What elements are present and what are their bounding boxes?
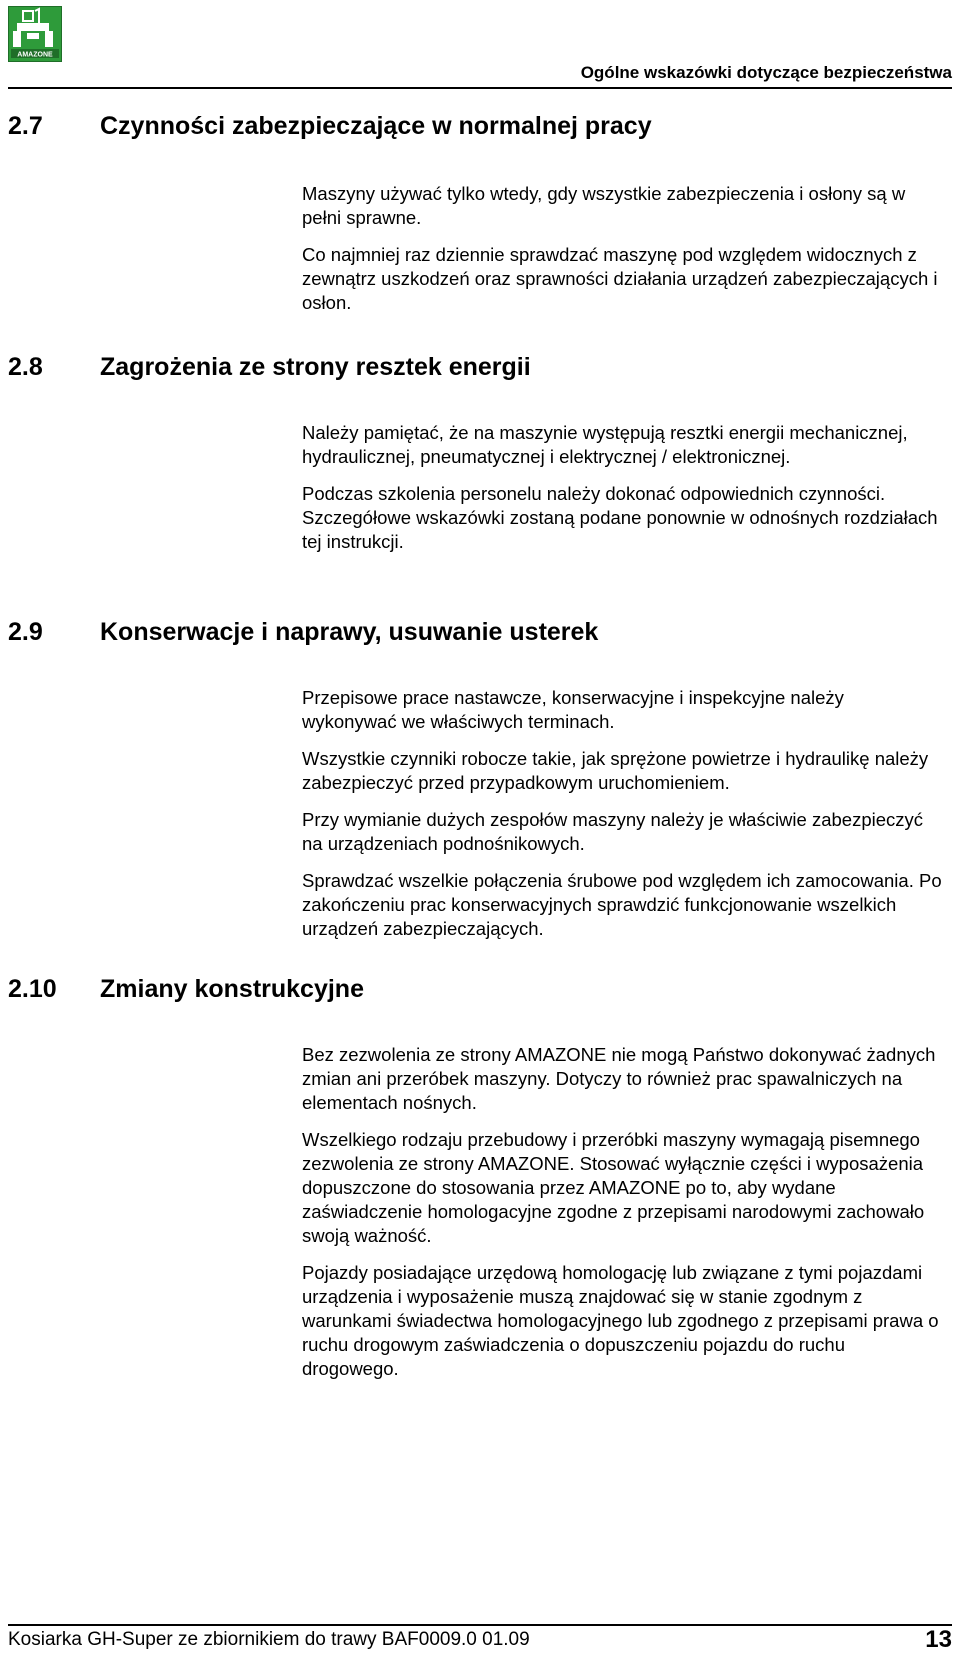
paragraph: Przepisowe prace nastawcze, konserwacyjne i inspekcyjne należy wykonywać we właściwych terminach. bbox=[302, 687, 844, 732]
section-title: Konserwacje i naprawy, usuwanie usterek bbox=[100, 618, 599, 646]
paragraph: Wszelkiego rodzaju przebudowy i przeróbki maszyny wymagają pisemnego zezwolenia ze strony AMAZONE. Stosować wyłącznie części i wyposażenia dopuszczone do stosowania przez AMAZONE po to, aby wydane zaświadczenie homologacyjne zgodne z przepisami narodowymi zachowało swoją ważność. bbox=[302, 1129, 925, 1246]
section-number: 2.9 bbox=[8, 618, 43, 646]
page-number: 13 bbox=[925, 1626, 952, 1653]
paragraph: Należy pamiętać, że na maszynie występują resztki energii mechanicznej, hydraulicznej, pneumatycznej i elektrycznej / elektronicznej. bbox=[302, 422, 908, 467]
paragraph: Podczas szkolenia personelu należy dokonać odpowiednich czynności. Szczegółowe wskazówki zostaną podane ponownie w odnośnych rozdziałach tej instrukcji. bbox=[302, 483, 938, 552]
section-title: Zmiany konstrukcyjne bbox=[100, 975, 364, 1003]
section-title: Zagrożenia ze strony resztek energii bbox=[100, 353, 531, 381]
amazone-logo bbox=[8, 6, 62, 62]
paragraph: Sprawdzać wszelkie połączenia śrubowe pod względem ich zamocowania. Po zakończeniu prac konserwacyjnych sprawdzić funkcjonowanie wszelkich urządzeń zabezpieczających. bbox=[302, 870, 942, 939]
paragraph: Co najmniej raz dziennie sprawdzać maszynę pod względem widocznych z zewnątrz uszkodzeń oraz sprawności działania urządzeń zabezpieczających i osłon. bbox=[302, 244, 938, 313]
logo-text: AMAZONE bbox=[17, 51, 53, 59]
section-number: 2.7 bbox=[8, 112, 43, 140]
section-number: 2.10 bbox=[8, 975, 57, 1003]
section-body-2-8 bbox=[302, 421, 942, 567]
section-number: 2.8 bbox=[8, 353, 43, 381]
paragraph: Maszyny używać tylko wtedy, gdy wszystkie zabezpieczenia i osłony są w pełni sprawne. bbox=[302, 183, 906, 228]
section-body-2-9 bbox=[302, 686, 942, 954]
footer-divider bbox=[8, 1624, 952, 1626]
paragraph: Wszystkie czynniki robocze takie, jak sprężone powietrze i hydraulikę należy zabezpieczyć przed przypadkowym uruchomieniem. bbox=[302, 748, 929, 793]
footer-document-info: Kosiarka GH-Super ze zbiornikiem do trawy BAF0009.0 01.09 bbox=[8, 1629, 530, 1650]
section-title: Czynności zabezpieczające w normalnej pracy bbox=[100, 112, 652, 140]
paragraph: Pojazdy posiadające urzędową homologację lub związane z tymi pojazdami urządzenia i wyposażenie muszą znajdować się w stanie zgodnym z warunkami świadectwa homologacyjnego lub zgodnego z przepisami prawa o ruchu drogowym zaświadczenia o dopuszczeniu pojazdu do ruchu drogowego. bbox=[302, 1262, 939, 1379]
paragraph: Bez zezwolenia ze strony AMAZONE nie mogą Państwo dokonywać żadnych zmian ani przeróbek maszyny. Dotyczy to również prac spawalniczych na elementach nośnych. bbox=[302, 1044, 936, 1113]
header-title: Ogólne wskazówki dotyczące bezpieczeństwa bbox=[580, 63, 952, 82]
section-heading-2-10 bbox=[8, 975, 952, 1005]
section-heading-2-9 bbox=[8, 618, 952, 648]
section-heading-2-7 bbox=[8, 112, 952, 142]
header-divider bbox=[8, 87, 952, 89]
section-body-2-10 bbox=[302, 1043, 942, 1394]
section-heading-2-8 bbox=[8, 353, 952, 383]
section-body-2-7 bbox=[302, 182, 942, 328]
paragraph: Przy wymianie dużych zespołów maszyny należy je właściwie zabezpieczyć na urządzeniach podnośnikowych. bbox=[302, 809, 924, 854]
